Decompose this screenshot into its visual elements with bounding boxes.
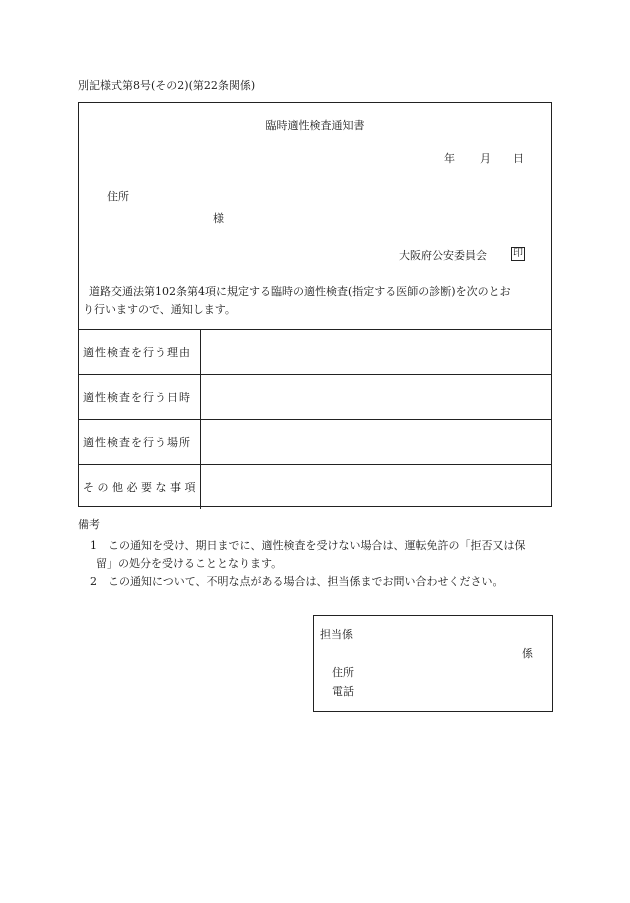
table-row [79, 464, 551, 509]
table-row [79, 374, 551, 419]
notice-box [78, 102, 552, 507]
details-table [79, 329, 551, 509]
row-label-reason: 適性検査を行う理由 [83, 346, 191, 359]
contact-phone-label: 電話 [332, 685, 354, 698]
row-value-datetime [200, 375, 552, 419]
row-label-place: 適性検査を行う場所 [83, 436, 191, 449]
notice-body-line2: り行いますので、通知します。 [83, 303, 236, 316]
form-number-label: 別記様式第8号(その2)(第22条関係) [78, 79, 256, 92]
row-label-other: そ の 他 必 要 な 事 項 [83, 481, 196, 494]
recipient-address-label: 住所 [107, 190, 129, 203]
date-day: 日 [513, 152, 524, 165]
note-item-2: 2 この通知について、不明な点がある場合は、担当係までお問い合わせください。 [90, 575, 504, 588]
issuer-committee: 大阪府公安委員会 [399, 249, 487, 262]
note-item-1-line2: 留」の処分を受けることとなります。 [96, 557, 283, 570]
date-year: 年 [444, 152, 455, 165]
contact-title: 担当係 [320, 628, 353, 641]
date-month: 月 [480, 152, 491, 165]
contact-box [313, 615, 553, 712]
table-row [79, 329, 551, 374]
notice-body-line1: 道路交通法第102条第4項に規定する臨時の適性検査(指定する医師の診断)を次のとお [89, 285, 511, 298]
note-item-1-line1: 1 この通知を受け、期日までに、適性検査を受けない場合は、運転免許の「拒否又は保 [90, 539, 526, 552]
row-value-place [200, 420, 552, 464]
contact-address-label: 住所 [332, 666, 354, 679]
table-row [79, 419, 551, 464]
row-value-reason [200, 330, 552, 374]
seal-mark: 印 [513, 248, 523, 259]
document-title: 臨時適性検査通知書 [265, 119, 365, 132]
notes-heading: 備考 [78, 518, 100, 531]
row-value-other [200, 465, 552, 509]
row-label-datetime: 適性検査を行う日時 [83, 391, 191, 404]
contact-section-suffix: 係 [522, 647, 533, 660]
recipient-honorific: 様 [213, 212, 224, 225]
